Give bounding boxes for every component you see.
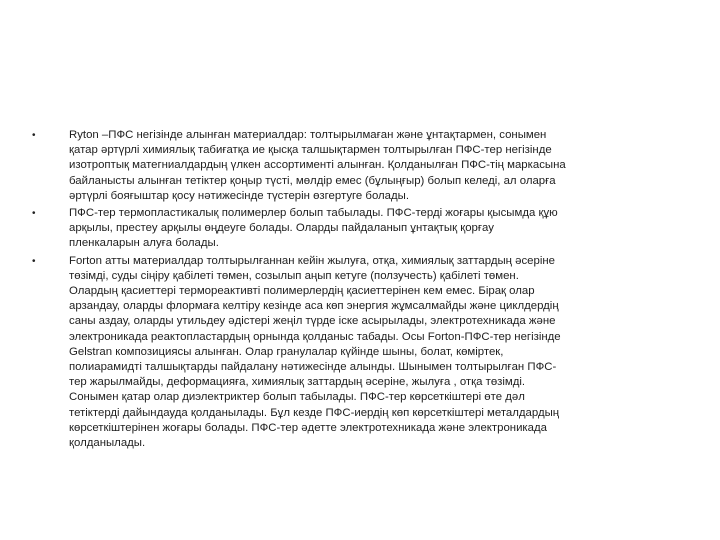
text-line: қатар әртүрлі химиялық табиғатқа ие қысқа талшықтармен толтырылған ПФС-тер негізінде xyxy=(69,144,552,157)
bullet-list xyxy=(32,128,704,453)
text-line: пленкаларын алуға болады. xyxy=(69,237,219,250)
text-line: қолданылады. xyxy=(69,437,146,450)
text-line: Олардың қасиеттері термореактивті полимерлердің қасиеттерінен кем емес. Бірақ олар xyxy=(69,285,535,298)
list-item xyxy=(32,206,704,252)
text-line: арқылы, престеу арқылы өңдеуге болады. Оларды пайдаланып ұнтақтық қорғау xyxy=(69,222,494,235)
bullet-marker: • xyxy=(32,255,36,267)
text-line: тетіктерді дайындауда қолданылады. Бұл кезде ПФС-иердің көп көрсеткіштері металдардың xyxy=(69,406,560,419)
text-line: саны аздау, оларды утильдеу әдістері жеңіл түрде іске асырылады, электротехникада және xyxy=(69,315,556,328)
text-line: әртүрлі бояғыштар қосу нәтижесінде түстерін өзгертуге болады. xyxy=(69,189,410,202)
text-line: Ryton –ПФС негізінде алынған материалдар: толтырылмаған және ұнтақтармен, сонымен xyxy=(69,129,547,141)
text-line: электроникада реактопластардың орнында қолданыс табады. Осы Forton-ПФС-тер негізінде xyxy=(69,330,561,343)
text-line: Сонымен қатар олар диэлектриктер болып табылады. ПФС-тер көрсеткіштері өте дәл xyxy=(69,391,525,404)
text-line: арзандау, оларды флормаға келтіру кезінде аса көп энергия жұмсалмайды және циклдердің xyxy=(69,300,559,313)
text-line: полиарамидті талшықтарды пайдалану нәтижесінде алынды. Шынымен толтырылған ПФС- xyxy=(69,361,557,374)
text-line: Gelstran композициясы алынған. Олар гранулалар күйінде шыны, болат, көміртек, xyxy=(69,345,504,358)
text-line: тер жарылмайды, деформацияға, химиялық заттардың әсеріне, жылуға , отқа төзімді. xyxy=(69,376,526,389)
bullet-marker: • xyxy=(32,208,36,220)
text-line: көрсеткіштерінен жоғары болады. ПФС-тер әдетте электротехникада және электроникада xyxy=(69,421,547,434)
list-item xyxy=(32,128,704,204)
text-line: байланысты алынған тетіктер қоңыр түсті, мөлдір емес (бұлыңғыр) болып келеді, ал оларға xyxy=(69,174,556,187)
text-line: ПФС-тер термопластикалық полимерлер болып табылады. ПФС-терді жоғары қысымда құю xyxy=(69,207,558,220)
text-line: төзімді, суды сіңіру қабілеті төмен, созылып аңып кетуге (ползучесть) қабілеті төмен. xyxy=(69,269,519,282)
bullet-marker: • xyxy=(32,130,36,141)
list-item xyxy=(32,254,704,452)
text-line: изотроптық матегниалдардың үлкен ассортименті алынған. Қолданылған ПФС-тің маркасына xyxy=(69,159,566,172)
text-line: Forton атты материалдар толтырылғаннан кейін жылуға, отқа, химиялық заттардың әсеріне xyxy=(69,254,555,267)
